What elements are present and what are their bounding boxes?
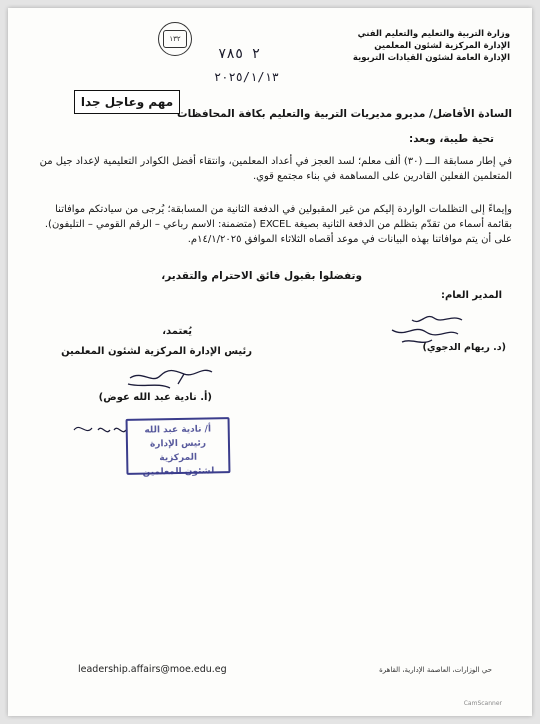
body-paragraph-2: وإيماءً إلى التظلمات الواردة إليكم من غير المقبولين في الدفعة الثانية من المسابقة؛ يُرجى من سيادتكم موافاتنا بقائمة أسماء من تقدّم بتظلم من الدفعة الثانية بصيغة EXCEL (متضمنة: الاسم رباعي – الرقم القومي – التليفون). على أن يتم موافاتنا بهذه البيانات في موعد أقصاه الثلاثاء الموافق ١٤/١/٢٠٢٥م. bbox=[44, 204, 512, 245]
ministry-line: الإدارة المركزية لشئون المعلمين bbox=[374, 41, 510, 51]
letter-page bbox=[8, 8, 532, 716]
handwritten-note-icon bbox=[70, 416, 130, 440]
scanner-watermark: CamScanner bbox=[463, 700, 502, 707]
ministry-logo-icon: ١٣٢ bbox=[158, 22, 192, 56]
signatory-title: المدير العام: bbox=[440, 290, 502, 301]
greeting: تحية طيبة، وبعد: bbox=[409, 133, 494, 145]
ministry-header bbox=[320, 28, 510, 64]
reference-number: ٢ ٧٨٥ bbox=[218, 46, 261, 62]
approval-name: (أ. نادية عبد الله عوض) bbox=[98, 392, 212, 403]
footer-email: leadership.affairs@moe.edu.eg bbox=[78, 664, 227, 675]
letter-footer bbox=[8, 660, 532, 684]
approval-role: رئيس الإدارة المركزية لشئون المعلمين bbox=[61, 346, 252, 357]
body-paragraph-1: في إطار مسابقة الـــ (٣٠) ألف معلم؛ لسد العجز في أعداد المعلمين، وانتقاء أفضل الكوادر التعليمية لإعداد جيل من المتعلمين الفعلين القادرين على المساهمة في بناء مجتمع قوي. bbox=[39, 156, 512, 182]
footer-address: حي الوزارات، العاصمة الإدارية، القاهرة bbox=[379, 666, 492, 674]
stamp-line: رئيس الإدارة المركزية bbox=[149, 438, 207, 464]
official-stamp bbox=[126, 417, 231, 478]
closing-line: وتفضلوا بقبول فائق الاحترام والتقدير، bbox=[161, 270, 362, 282]
stamp-line: أ/ نادية عبد الله bbox=[144, 424, 212, 436]
stamp-line: لشئون المعلمين bbox=[142, 466, 215, 478]
ministry-line: وزارة التربية والتعليم والتعليم الفني bbox=[357, 29, 510, 39]
approval-label: يُعتمد، bbox=[162, 326, 192, 337]
ministry-line: الإدارة العامة لشئون القيادات التربوية bbox=[352, 53, 510, 63]
urgent-label-text: مهم وعاجل جدا bbox=[80, 95, 174, 109]
reference-date: ٢٠٢٥/١/١٣ bbox=[214, 70, 280, 84]
signatory-name: (د. ريهام الدجوي) bbox=[422, 342, 506, 353]
addressee: السادة الأفاضل/ مديرو مديريات التربية والتعليم بكافة المحافظات bbox=[177, 108, 512, 120]
